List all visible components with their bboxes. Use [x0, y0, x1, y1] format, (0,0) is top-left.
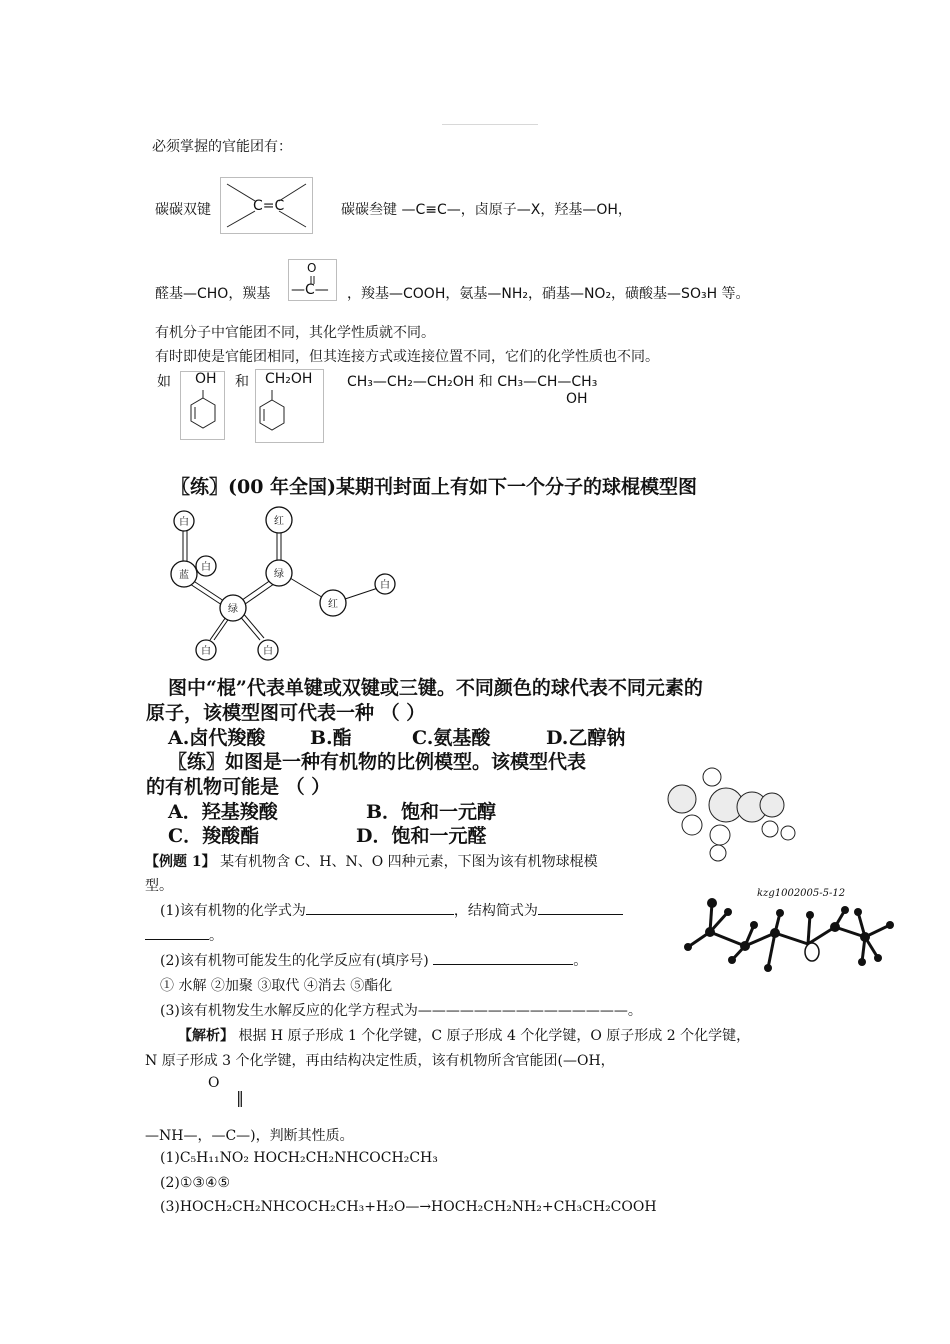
double-bond-label: 碳碳双键 — [155, 202, 211, 218]
answer-2: (2)①③④⑤ — [160, 1175, 231, 1191]
practice-2-option-c: C．羧酸酯 — [168, 825, 260, 847]
atom-ball — [684, 943, 692, 951]
atom-label: 白 — [263, 646, 273, 657]
stick — [242, 612, 264, 638]
atom-ball — [724, 908, 732, 916]
double-bond-formula: C=C — [253, 198, 285, 214]
note-line-1: 有机分子中官能团不同，其化学性质就不同。 — [155, 325, 435, 341]
example-1-q2 — [160, 950, 587, 970]
phenol-oh-label: OH — [195, 371, 217, 387]
note-line-2: 有时即使是官能团相同，但其连接方式或连接位置不同，它们的化学性质也不同。 — [155, 349, 659, 365]
practice-1-title: 〖练〗(00 年全国)某期刊封面上有如下一个分子的球棍模型图 — [171, 476, 698, 498]
atom-ball — [728, 956, 736, 964]
q2-end: 。 — [573, 953, 588, 969]
analysis-text-1: 根据 H 原子形成 1 个化学键，C 原子形成 4 个化学键，O 原子形成 2 个化学键， — [234, 1028, 751, 1044]
example-1-q1-continued — [145, 925, 223, 945]
example-1-q2-choices: ① 水解 ②加聚 ③取代 ④消去 ⑤酯化 — [160, 978, 393, 994]
ball-stick-model — [160, 500, 410, 670]
hydrogen-sphere — [710, 825, 730, 845]
practice-2-option-a: A．羟基羧酸 — [168, 801, 278, 823]
atom-ball — [860, 932, 870, 942]
atom-ball — [886, 921, 894, 929]
practice-2-line-1: 〖练〗如图是一种有机物的比例模型。该模型代表 — [168, 751, 587, 773]
stick — [768, 933, 775, 968]
stick — [342, 588, 378, 600]
atom-ball — [858, 958, 866, 966]
stick — [808, 915, 810, 944]
analysis-oxygen-symbol: O — [208, 1075, 220, 1091]
atom-ball — [874, 954, 882, 962]
analysis-line-3: —NH—，—C—)，判断其性质。 — [145, 1128, 354, 1144]
atom-label: 红 — [328, 599, 338, 610]
atom-label: 绿 — [274, 569, 284, 580]
carbonyl-oxygen: O — [307, 261, 317, 275]
answer-1: (1)C₅H₁₁NO₂ HOCH₂CH₂NHCOCH₂CH₃ — [160, 1150, 438, 1166]
isopropanol-oh: OH — [566, 391, 588, 407]
practice-1-option-a: A.卤代羧酸 — [168, 727, 266, 749]
oxygen-sphere — [760, 793, 784, 817]
atom-ball — [770, 928, 780, 938]
practice-1-option-b: B.酯 — [310, 727, 352, 749]
carbonyl-carbon: —C— — [291, 282, 329, 298]
q1-prefix: (1)该有机物的化学式为 — [160, 903, 306, 919]
q1-end: 。 — [209, 928, 223, 944]
atom-label: 白 — [380, 580, 390, 591]
analysis-line-2: N 原子形成 3 个化学键，再由结构决定性质，该有机物所含官能团(—OH， — [145, 1053, 615, 1069]
hydrogen-sphere — [762, 821, 778, 837]
answer-3: (3)HOCH₂CH₂NHCOCH₂CH₃+H₂O—→HOCH₂CH₂NH₂+CH₃CH₂COOH — [160, 1199, 657, 1215]
atom-ball — [841, 906, 849, 914]
atom-ball — [764, 964, 772, 972]
hydrogen-sphere — [781, 826, 795, 840]
bond-line — [227, 184, 255, 201]
atom-ball — [854, 908, 862, 916]
atom-label: 绿 — [228, 604, 238, 615]
double-bond-structure — [220, 177, 313, 234]
practice-1-option-c: C.氨基酸 — [412, 727, 491, 749]
practice-1-question-1: 图中“棍”代表单键或双键或三键。不同颜色的球代表不同元素的 — [168, 677, 703, 699]
practice-2-option-b: B．饱和一元醇 — [366, 801, 497, 823]
example-1-q1 — [160, 900, 623, 920]
stick — [775, 933, 808, 944]
carbon-sphere — [668, 785, 696, 813]
analysis-tag: 【解析】 — [178, 1028, 234, 1044]
hydrogen-sphere — [710, 845, 726, 861]
practice-2-option-d: D．饱和一元醛 — [356, 825, 487, 847]
phenol-structure — [180, 371, 225, 440]
space-filling-model — [660, 765, 805, 865]
example-ball-stick-model — [680, 880, 900, 980]
hydrogen-sphere — [703, 768, 721, 786]
atom-ball — [830, 922, 840, 932]
atom-label: 蓝 — [179, 570, 189, 581]
benzyl-alcohol-structure — [255, 369, 324, 443]
practice-1-option-d: D.乙醇钠 — [546, 727, 626, 749]
example-1-intro: 某有机物含 C、H、N、O 四种元素，下图为该有机物球棍模 — [215, 854, 598, 870]
example-1-intro-2: 型。 — [145, 878, 173, 894]
q2-text: (2)该有机物可能发生的化学反应有(填序号) — [160, 953, 429, 969]
atom-label: 白 — [179, 517, 189, 528]
propanol-formula: CH₃—CH₂—CH₂OH 和 CH₃—CH—CH₃ — [347, 374, 598, 390]
example-1-tag: 【例题 1】 — [145, 854, 216, 870]
hydrogen-sphere — [682, 815, 702, 835]
figure-caption: kzg1002005-5-12 — [757, 888, 846, 899]
structure-answer-blank-2[interactable] — [145, 925, 209, 940]
bond-line — [227, 211, 255, 227]
atom-ball — [740, 941, 750, 951]
q1-mid: ，结构简式为 — [453, 903, 538, 919]
structure-answer-blank[interactable] — [538, 900, 623, 915]
aldehyde-text: 醛基—CHO，羰基 — [155, 286, 271, 302]
formula-answer-blank[interactable] — [306, 900, 454, 915]
atom-label: 红 — [274, 516, 284, 527]
benzyl-label: CH₂OH — [265, 371, 313, 387]
functional-groups-rest: ，羧基—COOH，氨基—NH₂，硝基—NO₂，磺酸基—SO₃H 等。 — [347, 286, 750, 302]
functional-groups-heading: 必须掌握的官能团有： — [152, 139, 292, 155]
practice-1-question-2: 原子，该模型图可代表一种 （ ） — [146, 702, 426, 724]
atom-label: 白 — [201, 562, 211, 573]
oxygen-atom-ball — [805, 943, 819, 961]
practice-2-line-2: 的有机物可能是 （ ） — [146, 776, 331, 798]
and-connector: 和 — [235, 374, 249, 390]
stick — [290, 578, 325, 599]
atom-ball — [707, 898, 717, 908]
stick — [710, 932, 745, 946]
analysis-double-bond: ‖ — [236, 1088, 244, 1107]
atom-ball — [776, 909, 784, 917]
atom-label: 白 — [201, 646, 211, 657]
example-prefix: 如 — [157, 374, 171, 390]
atom-ball — [705, 927, 715, 937]
triple-bond-text: 碳碳叁键 —C≡C—，卤原子—X，羟基—OH， — [341, 202, 632, 218]
page-top-divider — [442, 124, 538, 125]
carbonyl-structure — [288, 259, 337, 301]
example-1-q3: (3)该有机物发生水解反应的化学方程式为———————————————。 — [160, 1003, 642, 1019]
reactions-answer-blank[interactable] — [433, 950, 573, 965]
atom-ball — [806, 911, 814, 919]
atom-ball — [750, 921, 758, 929]
example-1-intro-line — [145, 851, 598, 871]
analysis-line-1 — [178, 1025, 750, 1045]
